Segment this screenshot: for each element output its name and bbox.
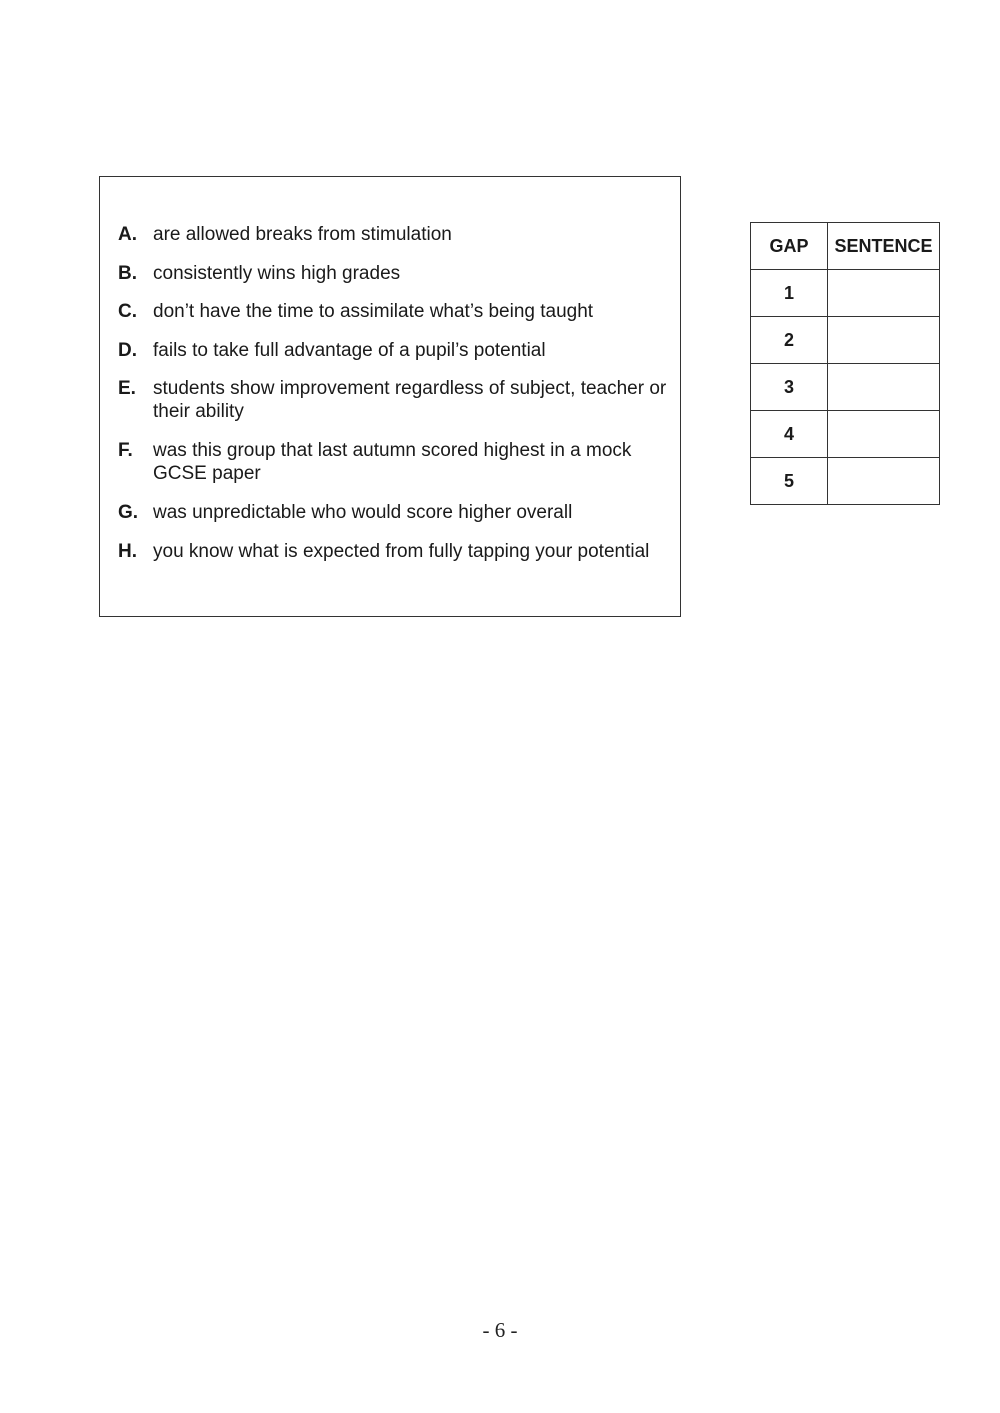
options-box xyxy=(99,176,681,617)
option-text: consistently wins high grades xyxy=(153,263,401,284)
table-row xyxy=(751,458,940,505)
gap-number: 1 xyxy=(751,270,828,317)
option-text: was unpredictable who would score higher overall xyxy=(153,502,573,523)
sentence-answer-cell[interactable] xyxy=(828,317,940,364)
gap-header: GAP xyxy=(751,223,828,270)
sentence-answer-cell[interactable] xyxy=(828,364,940,411)
option-text: don’t have the time to assimilate what’s being taught xyxy=(153,301,594,322)
option-letter: E. xyxy=(118,378,136,399)
option-letter: G. xyxy=(118,502,139,523)
gap-number: 3 xyxy=(751,364,828,411)
table-row xyxy=(751,270,940,317)
gap-number: 5 xyxy=(751,458,828,505)
option-text: are allowed breaks from stimulation xyxy=(153,224,452,245)
option-letter: B. xyxy=(118,263,137,284)
option-letter: C. xyxy=(118,301,137,322)
gap-number: 4 xyxy=(751,411,828,458)
option-letter: H. xyxy=(118,541,137,562)
option-letter: D. xyxy=(118,340,137,361)
option-text: students show improvement regardless of subject, teacher or their ability xyxy=(153,378,667,422)
page-number: - 6 - xyxy=(482,1318,518,1342)
option-text: you know what is expected from fully tapping your potential xyxy=(153,541,650,562)
gap-number: 2 xyxy=(751,317,828,364)
answer-table-header xyxy=(751,223,940,270)
sentence-header: SENTENCE xyxy=(828,223,940,270)
sentence-answer-cell[interactable] xyxy=(828,458,940,505)
table-row xyxy=(751,411,940,458)
table-row xyxy=(751,364,940,411)
sentence-answer-cell[interactable] xyxy=(828,411,940,458)
option-text: fails to take full advantage of a pupil’s potential xyxy=(153,340,546,361)
sentence-answer-cell[interactable] xyxy=(828,270,940,317)
option-letter: F. xyxy=(118,440,133,461)
option-text: was this group that last autumn scored highest in a mock GCSE paper xyxy=(153,440,632,484)
table-row xyxy=(751,317,940,364)
option-letter: A. xyxy=(118,224,137,245)
answer-table xyxy=(750,222,940,505)
